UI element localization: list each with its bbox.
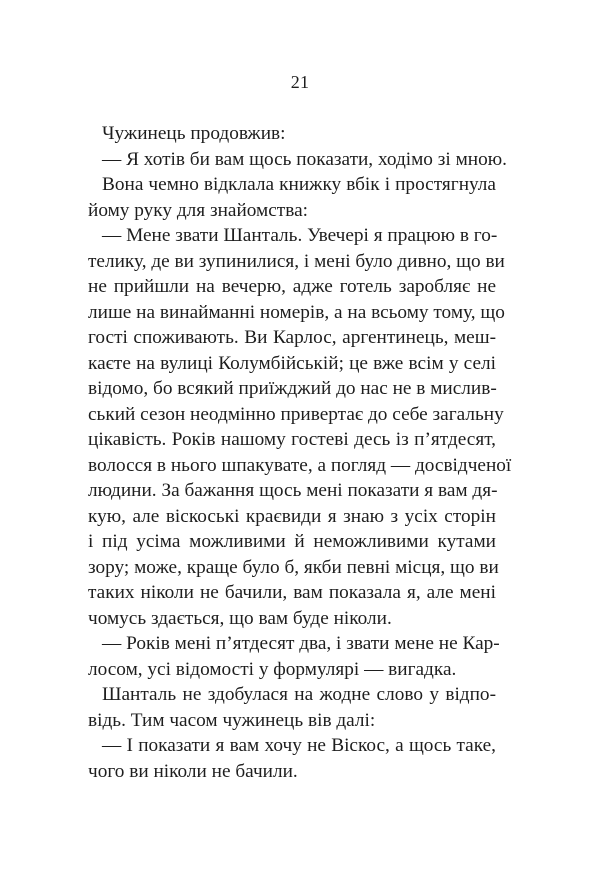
text-line: Чужинець продовжив: <box>102 123 286 144</box>
text-line: Вона чемно відклала книжку вбік і простягнула <box>102 174 496 195</box>
text-line: чомусь здається, що вам буде ніколи. <box>88 607 392 629</box>
text-line: не прийшли на вечерю, адже готель заробляє не <box>88 276 496 297</box>
text-line: відомо, бо всякий приїжджий до нас не в мислив- <box>88 378 497 399</box>
text-line: відь. Тим часом чужинець вів далі: <box>88 709 376 731</box>
text-line: — Мене звати Шанталь. Увечері я працюю в го- <box>102 225 498 246</box>
text-line: — Я хотів би вам щось показати, ходімо зі мною. <box>102 148 507 170</box>
text-line: волосся в нього шпакувате, а погляд — досвідченої <box>88 454 512 476</box>
page-number: 21 <box>290 72 310 92</box>
text-line: каєте на вулиці Колумбійській; це вже всім у селі <box>88 352 496 374</box>
text-line: таких ніколи не бачили, вам показала я, але мені <box>88 582 496 603</box>
text-line: цікавість. Років нашому гостеві десь із п’ятдесят, <box>88 429 496 450</box>
text-line: людини. За бажання щось мені показати я вам дя- <box>88 480 498 501</box>
text-line: кую, але віскоські краєвиди я знаю з усіх сторін <box>88 505 496 527</box>
text-line: ський сезон неодмінно привертає до себе загальну <box>88 403 504 425</box>
text-line: зору; може, краще було б, якби певні місця, що ви <box>88 556 499 578</box>
text-line: телику, де ви зупинилися, і мені було дивно, що ви <box>88 250 505 272</box>
text-line: — Років мені п’ятдесят два, і звати мене не Кар- <box>102 633 500 654</box>
text-line: лосом, усі відомості у формулярі — вигадка. <box>88 658 457 680</box>
text-line: йому руку для знайомства: <box>88 199 308 221</box>
body-text <box>88 121 512 784</box>
text-line: гості споживають. Ви Карлос, аргентинець, меш- <box>88 327 496 348</box>
text-line: чого ви ніколи не бачили. <box>88 760 298 782</box>
text-line: — І показати я вам хочу не Віскос, а щось таке, <box>102 735 496 756</box>
text-line: і під усіма можливими й неможливими кутами <box>88 531 496 552</box>
text-line: Шанталь не здобулася на жодне слово у відпо- <box>102 684 496 705</box>
text-line: лише на винайманні номерів, а на всьому тому, що <box>88 301 505 323</box>
